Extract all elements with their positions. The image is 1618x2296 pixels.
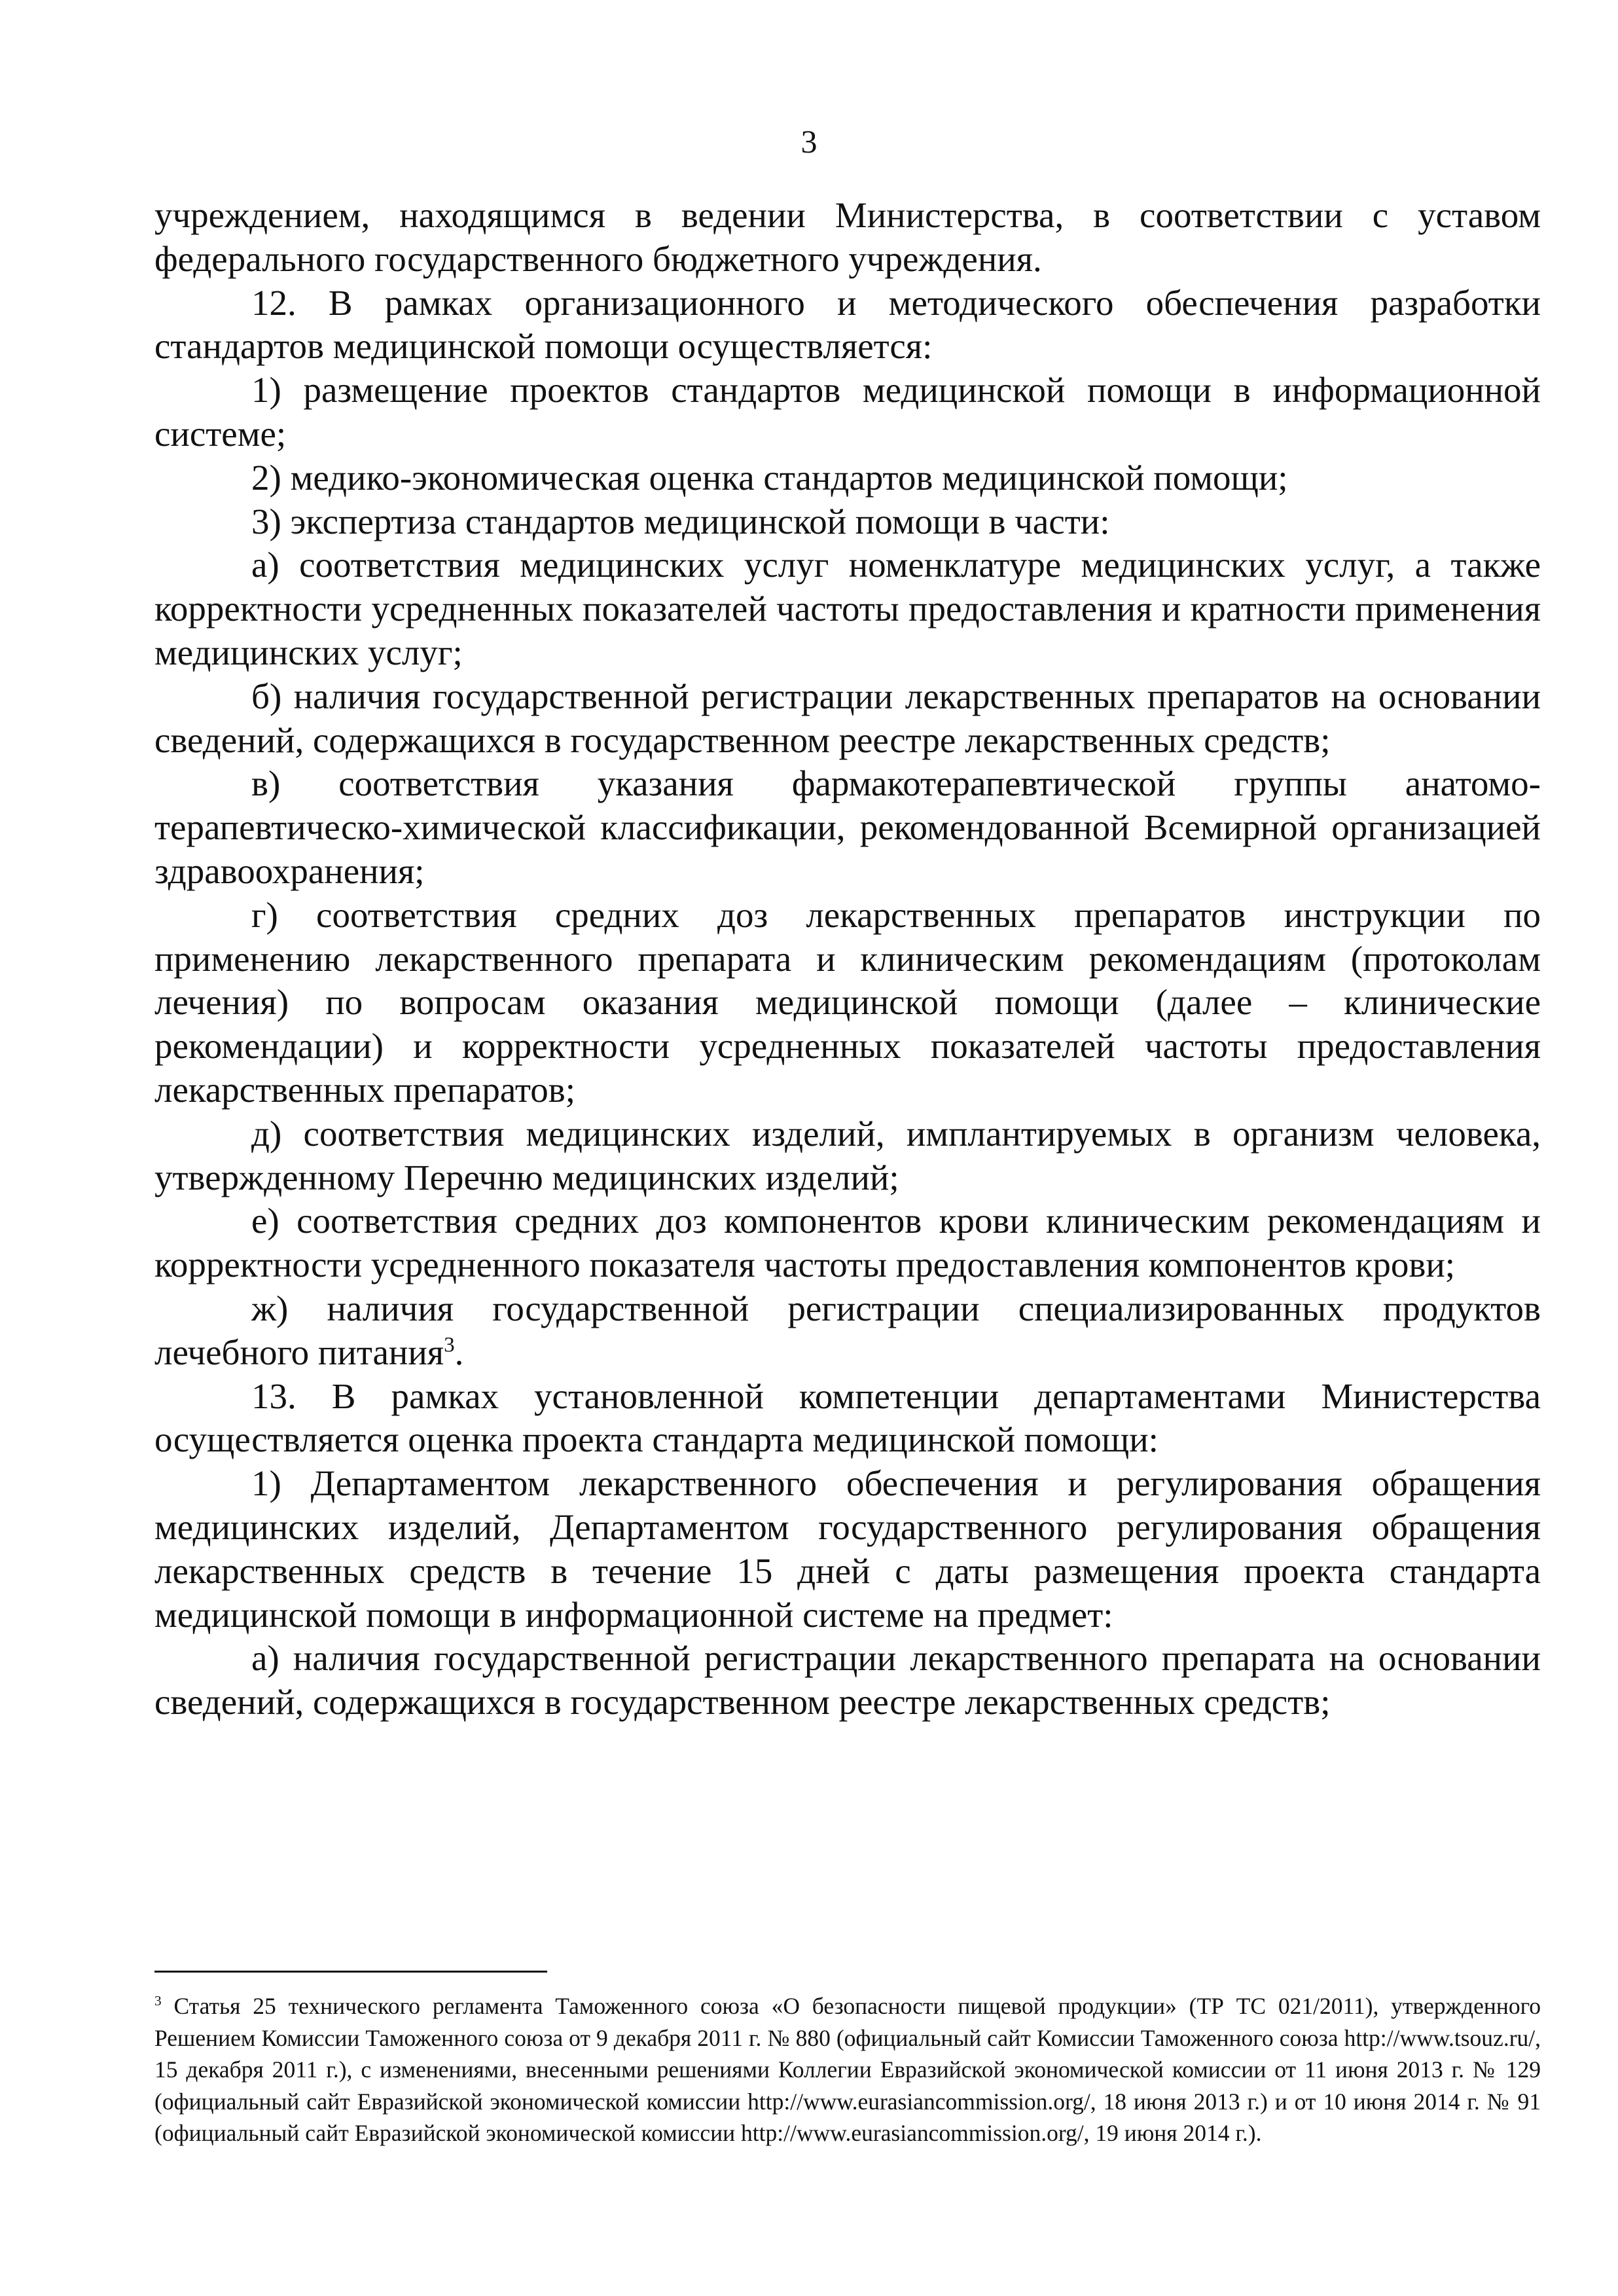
subitem-12-3-zh [154, 1287, 1541, 1375]
document-body [154, 194, 1541, 1724]
subitem-12-3-g: г) соответствия средних доз лекарственных препаратов инструкции по применению лекарственного препарата и клиническим рекомендациям (протоколам лечения) по вопросам оказания медицинской помощи (далее – клинические рекомендации) и корректности усредненных показателей частоты предоставления лекарственных препаратов; [154, 894, 1541, 1110]
paragraph-continuation: учреждением, находящимся в ведении Министерства, в соответствии с уставом федерального государственного бюджетного учреждения. [154, 195, 1541, 279]
page-number: 3 [800, 123, 818, 160]
footnote-reference: 3 [444, 1333, 455, 1357]
item-12-2: 2) медико-экономическая оценка стандартов медицинской помощи; [251, 457, 1288, 498]
subitem-12-3-e: е) соответствия средних доз компонентов крови клиническим рекомендациям и корректности усредненного показателя частоты предоставления компонентов крови; [154, 1201, 1541, 1285]
footnote-text-block [154, 1990, 1541, 2149]
clause-13: 13. В рамках установленной компетенции департаментами Министерства осуществляется оценка проекта стандарта медицинской помощи: [154, 1376, 1541, 1460]
subitem-12-3-zh-text: ж) наличия государственной регистрации специализированных продуктов лечебного питания [154, 1288, 1541, 1372]
subitem-12-3-zh-end: . [454, 1332, 464, 1372]
footnote [154, 1990, 1541, 2149]
footnote-marker: 3 [154, 1993, 162, 2009]
subitem-12-3-a: а) соответствия медицинских услуг номенклатуре медицинских услуг, а также корректности усредненных показателей частоты предоставления и кратности применения медицинских услуг; [154, 545, 1541, 672]
item-12-1: 1) размещение проектов стандартов медицинской помощи в информационной системе; [154, 370, 1541, 454]
clause-12: 12. В рамках организационного и методического обеспечения разработки стандартов медицинской помощи осуществляется: [154, 282, 1541, 367]
item-13-1: 1) Департаментом лекарственного обеспечения и регулирования обращения медицинских изделий, Департаментом государственного регулирования обращения лекарственных средств в течение 15 дней с даты размещения проекта стандарта медицинской помощи в информационной системе на предмет: [154, 1463, 1541, 1635]
subitem-12-3-v: в) соответствия указания фармакотерапевтической группы анатомо-терапевтическо-химической классификации, рекомендованной Всемирной организацией здравоохранения; [154, 763, 1541, 891]
footnote-separator [154, 1971, 547, 1973]
footnote-text: Статья 25 технического регламента Таможенного союза «О безопасности пищевой продукции» (ТР ТС 021/2011), утвержденного Решением Комиссии Таможенного союза от 9 декабря 2011 г. № 880 (официальный сайт Комиссии Таможенного союза http://www.tsouz.ru/, 15 декабря 2011 г.), с изменениями, внесенными решениями Коллегии Евразийской экономической комиссии от 11 июня 2013 г. № 129 (официальный сайт Евразийской экономической комиссии http://www.eurasiancommission.org/, 18 июня 2013 г.) и от 10 июня 2014 г. № 91 (официальный сайт Евразийской экономической комиссии http://www.eurasiancommission.org/, 19 июня 2014 г.). [154, 1993, 1541, 2146]
subitem-13-1-a: а) наличия государственной регистрации лекарственного препарата на основании сведений, содержащихся в государственном реестре лекарственных средств; [154, 1638, 1541, 1722]
item-12-3: 3) экспертиза стандартов медицинской помощи в части: [251, 501, 1110, 541]
subitem-12-3-b: б) наличия государственной регистрации лекарственных препаратов на основании сведений, содержащихся в государственном реестре лекарственных средств; [154, 676, 1541, 760]
subitem-12-3-d: д) соответствия медицинских изделий, имплантируемых в организм человека, утвержденному Перечню медицинских изделий; [154, 1113, 1541, 1197]
